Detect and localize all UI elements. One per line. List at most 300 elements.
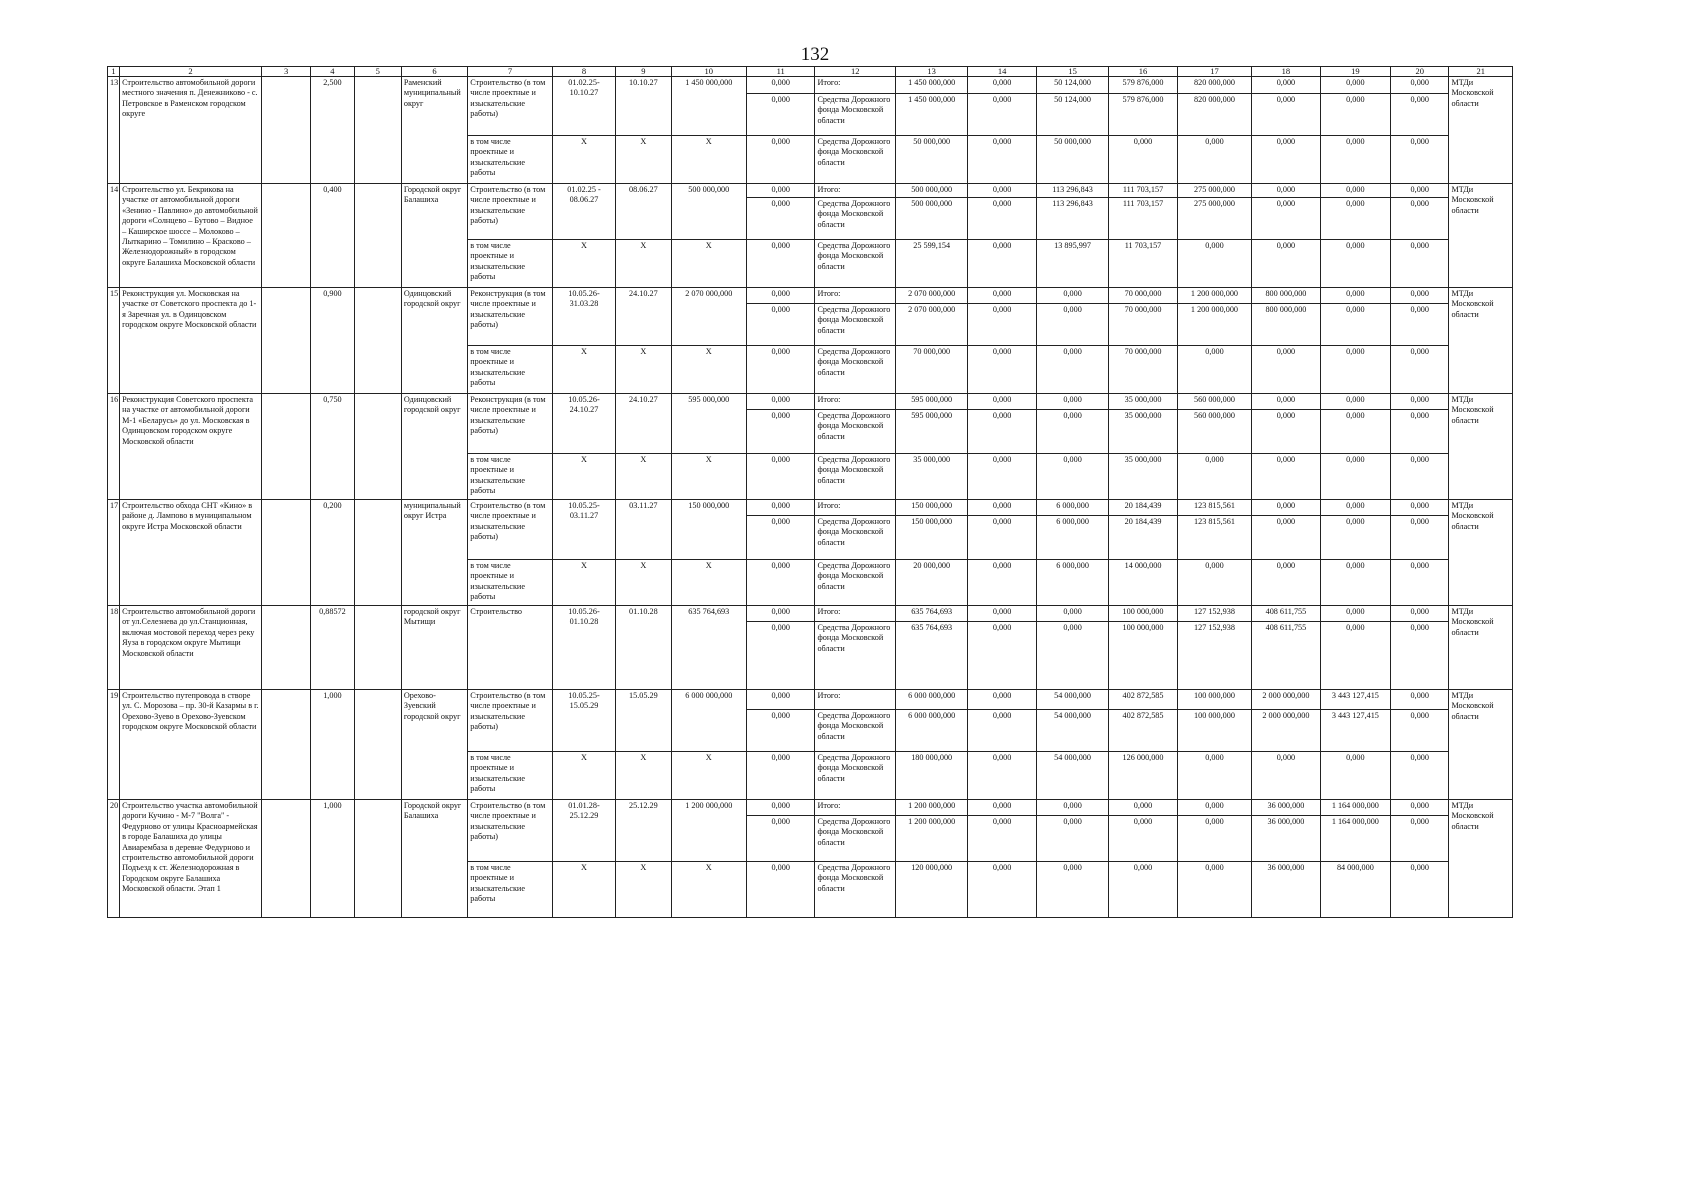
completion-date: 10.10.27 bbox=[616, 77, 671, 136]
funding-value: 123 815,561 bbox=[1177, 500, 1251, 516]
funding-value: 0,000 bbox=[1109, 136, 1177, 184]
funding-value: 0,000 bbox=[1391, 184, 1449, 198]
funding-value: 0,000 bbox=[1391, 622, 1449, 690]
funding-value: 0,000 bbox=[1391, 94, 1449, 136]
funding-value: 50 124,000 bbox=[1036, 77, 1108, 94]
funding-value: 1 164 000,000 bbox=[1320, 816, 1390, 862]
funding-value: 127 152,938 bbox=[1177, 606, 1251, 622]
table-row bbox=[108, 800, 1513, 816]
object-name: Строительство обхода СНТ «Кино» в районе д. Лампово в муниципальном округе Истра Московской области bbox=[120, 500, 262, 606]
x-mark: X bbox=[616, 752, 671, 800]
x-mark: X bbox=[552, 560, 615, 606]
funding-value: 402 872,585 bbox=[1109, 710, 1177, 752]
x-mark: X bbox=[616, 560, 671, 606]
funding-col11: 0,000 bbox=[747, 560, 815, 606]
column-number: 18 bbox=[1252, 67, 1320, 77]
funding-value: 11 703,157 bbox=[1109, 240, 1177, 288]
x-mark: X bbox=[671, 454, 746, 500]
x-mark: X bbox=[671, 752, 746, 800]
funding-source: Средства Дорожного фонда Московской области bbox=[815, 410, 896, 454]
funding-value: 0,000 bbox=[968, 77, 1036, 94]
length-km: 0,900 bbox=[311, 288, 354, 394]
funding-value: 0,000 bbox=[1320, 304, 1390, 346]
funding-source: Итого: bbox=[815, 690, 896, 710]
funding-value: 560 000,000 bbox=[1177, 410, 1251, 454]
length-km: 0,200 bbox=[311, 500, 354, 606]
x-mark: X bbox=[552, 752, 615, 800]
funding-source: Средства Дорожного фонда Московской области bbox=[815, 560, 896, 606]
funding-value: 35 000,000 bbox=[1109, 410, 1177, 454]
object-name: Строительство участка автомобильной дороги Кучино - М-7 "Волга" - Федурново от улицы Красноармейская в городе Балашиха до улицы Авиарембаза в деревне Федурново и строительство автомобильной дороги Подъезд к ст. Железнодорожная в Городском округе Балашиха Московской области. Этап 1 bbox=[120, 800, 262, 918]
cell-col5 bbox=[354, 184, 401, 288]
municipality: городской округ Мытищи bbox=[401, 606, 467, 690]
cell-col3 bbox=[261, 800, 310, 918]
x-mark: X bbox=[671, 240, 746, 288]
funding-value: 0,000 bbox=[1320, 560, 1390, 606]
funding-value: 0,000 bbox=[1391, 77, 1449, 94]
customer: МТДи Московской области bbox=[1449, 184, 1513, 288]
funding-source: Итого: bbox=[815, 394, 896, 410]
funding-col11: 0,000 bbox=[747, 346, 815, 394]
funding-value: 0,000 bbox=[1320, 410, 1390, 454]
funding-value: 0,000 bbox=[968, 394, 1036, 410]
work-dates: 10.05.26-01.10.28 bbox=[552, 606, 615, 690]
funding-source: Итого: bbox=[815, 800, 896, 816]
funding-col11: 0,000 bbox=[747, 136, 815, 184]
funding-value: 595 000,000 bbox=[895, 410, 967, 454]
funding-col11: 0,000 bbox=[747, 516, 815, 560]
funding-value: 0,000 bbox=[1391, 240, 1449, 288]
funding-value: 0,000 bbox=[1320, 500, 1390, 516]
funding-value: 0,000 bbox=[1252, 500, 1320, 516]
municipality: Раменский муниципальный округ bbox=[401, 77, 467, 184]
funding-value: 36 000,000 bbox=[1252, 862, 1320, 918]
table-row bbox=[108, 184, 1513, 198]
object-name: Реконструкция ул. Московская на участке от Советского проспекта до 1-я Заречная ул. в Одинцовском городском округе Московской области bbox=[120, 288, 262, 394]
funding-col11: 0,000 bbox=[747, 184, 815, 198]
funding-value: 123 815,561 bbox=[1177, 516, 1251, 560]
column-number: 5 bbox=[354, 67, 401, 77]
funding-value: 275 000,000 bbox=[1177, 184, 1251, 198]
funding-value: 113 296,843 bbox=[1036, 184, 1108, 198]
funding-value: 0,000 bbox=[1252, 560, 1320, 606]
funding-col11: 0,000 bbox=[747, 77, 815, 94]
estimated-cost: 6 000 000,000 bbox=[671, 690, 746, 752]
funding-value: 111 703,157 bbox=[1109, 184, 1177, 198]
funding-source: Средства Дорожного фонда Московской области bbox=[815, 622, 896, 690]
work-type: Строительство bbox=[468, 606, 553, 690]
column-number: 9 bbox=[616, 67, 671, 77]
funding-value: 3 443 127,415 bbox=[1320, 710, 1390, 752]
funding-value: 0,000 bbox=[968, 136, 1036, 184]
funding-value: 408 611,755 bbox=[1252, 622, 1320, 690]
x-mark: X bbox=[552, 454, 615, 500]
funding-value: 100 000,000 bbox=[1109, 622, 1177, 690]
funding-value: 0,000 bbox=[1320, 516, 1390, 560]
column-number: 7 bbox=[468, 67, 553, 77]
cell-col5 bbox=[354, 288, 401, 394]
funding-value: 635 764,693 bbox=[895, 606, 967, 622]
funding-value: 0,000 bbox=[1391, 560, 1449, 606]
funding-value: 100 000,000 bbox=[1109, 606, 1177, 622]
funding-value: 0,000 bbox=[1320, 198, 1390, 240]
funding-value: 1 200 000,000 bbox=[1177, 304, 1251, 346]
funding-value: 0,000 bbox=[1109, 816, 1177, 862]
funding-value: 0,000 bbox=[1320, 394, 1390, 410]
funding-value: 0,000 bbox=[1391, 710, 1449, 752]
column-number-row bbox=[108, 67, 1513, 77]
funding-value: 150 000,000 bbox=[895, 516, 967, 560]
funding-col11: 0,000 bbox=[747, 710, 815, 752]
funding-value: 579 876,000 bbox=[1109, 94, 1177, 136]
funding-value: 0,000 bbox=[968, 346, 1036, 394]
funding-value: 150 000,000 bbox=[895, 500, 967, 516]
funding-value: 0,000 bbox=[1252, 77, 1320, 94]
funding-value: 0,000 bbox=[1252, 410, 1320, 454]
funding-source: Средства Дорожного фонда Московской области bbox=[815, 198, 896, 240]
funding-source: Итого: bbox=[815, 184, 896, 198]
funding-source: Итого: bbox=[815, 606, 896, 622]
funding-value: 1 450 000,000 bbox=[895, 77, 967, 94]
estimated-cost: 1 200 000,000 bbox=[671, 800, 746, 862]
funding-value: 70 000,000 bbox=[1109, 304, 1177, 346]
funding-source: Средства Дорожного фонда Московской области bbox=[815, 94, 896, 136]
funding-value: 0,000 bbox=[1252, 198, 1320, 240]
funding-col11: 0,000 bbox=[747, 94, 815, 136]
cell-col3 bbox=[261, 77, 310, 184]
funding-value: 500 000,000 bbox=[895, 184, 967, 198]
funding-col11: 0,000 bbox=[747, 862, 815, 918]
column-number: 12 bbox=[815, 67, 896, 77]
funding-value: 127 152,938 bbox=[1177, 622, 1251, 690]
x-mark: X bbox=[616, 862, 671, 918]
funding-col11: 0,000 bbox=[747, 288, 815, 304]
funding-value: 6 000,000 bbox=[1036, 500, 1108, 516]
funding-value: 0,000 bbox=[1391, 500, 1449, 516]
funding-value: 0,000 bbox=[1320, 454, 1390, 500]
funding-value: 0,000 bbox=[1391, 198, 1449, 240]
x-mark: X bbox=[671, 136, 746, 184]
funding-value: 50 124,000 bbox=[1036, 94, 1108, 136]
column-number: 3 bbox=[261, 67, 310, 77]
funding-value: 800 000,000 bbox=[1252, 304, 1320, 346]
funding-value: 0,000 bbox=[1036, 454, 1108, 500]
funding-value: 0,000 bbox=[1320, 288, 1390, 304]
funding-value: 0,000 bbox=[968, 560, 1036, 606]
row-number: 19 bbox=[108, 690, 120, 800]
funding-value: 35 000,000 bbox=[1109, 394, 1177, 410]
funding-value: 0,000 bbox=[1391, 346, 1449, 394]
length-km: 0,750 bbox=[311, 394, 354, 500]
funding-col11: 0,000 bbox=[747, 454, 815, 500]
page-number: 132 bbox=[800, 44, 830, 65]
work-dates: 01.02.25 - 08.06.27 bbox=[552, 184, 615, 240]
funding-value: 0,000 bbox=[968, 752, 1036, 800]
funding-value: 0,000 bbox=[1391, 752, 1449, 800]
sub-work-type: в том числе проектные и изыскательские работы bbox=[468, 346, 553, 394]
funding-value: 0,000 bbox=[968, 198, 1036, 240]
cell-col5 bbox=[354, 690, 401, 800]
column-number: 4 bbox=[311, 67, 354, 77]
table-row bbox=[108, 77, 1513, 94]
sub-work-type: в том числе проектные и изыскательские работы bbox=[468, 136, 553, 184]
funding-value: 0,000 bbox=[1036, 800, 1108, 816]
funding-value: 0,000 bbox=[1320, 752, 1390, 800]
funding-value: 0,000 bbox=[1252, 752, 1320, 800]
x-mark: X bbox=[616, 346, 671, 394]
funding-col11: 0,000 bbox=[747, 606, 815, 622]
work-type: Строительство (в том числе проектные и изыскательские работы) bbox=[468, 184, 553, 240]
funding-value: 0,000 bbox=[968, 690, 1036, 710]
sub-work-type: в том числе проектные и изыскательские работы bbox=[468, 240, 553, 288]
funding-value: 275 000,000 bbox=[1177, 198, 1251, 240]
funding-value: 20 184,439 bbox=[1109, 500, 1177, 516]
funding-source: Средства Дорожного фонда Московской области bbox=[815, 240, 896, 288]
funding-value: 0,000 bbox=[968, 410, 1036, 454]
cell-col5 bbox=[354, 394, 401, 500]
funding-value: 0,000 bbox=[968, 516, 1036, 560]
completion-date: 03.11.27 bbox=[616, 500, 671, 560]
funding-value: 0,000 bbox=[1320, 184, 1390, 198]
completion-date: 24.10.27 bbox=[616, 394, 671, 454]
funding-value: 54 000,000 bbox=[1036, 752, 1108, 800]
column-number: 1 bbox=[108, 67, 120, 77]
x-mark: X bbox=[671, 862, 746, 918]
funding-value: 0,000 bbox=[968, 622, 1036, 690]
x-mark: X bbox=[671, 346, 746, 394]
funding-value: 0,000 bbox=[1036, 410, 1108, 454]
funding-source: Средства Дорожного фонда Московской области bbox=[815, 516, 896, 560]
sub-work-type: в том числе проектные и изыскательские работы bbox=[468, 560, 553, 606]
funding-value: 500 000,000 bbox=[895, 198, 967, 240]
funding-col11: 0,000 bbox=[747, 240, 815, 288]
funding-value: 113 296,843 bbox=[1036, 198, 1108, 240]
funding-value: 0,000 bbox=[1036, 816, 1108, 862]
funding-value: 0,000 bbox=[1036, 394, 1108, 410]
funding-value: 0,000 bbox=[1391, 410, 1449, 454]
estimated-cost: 635 764,693 bbox=[671, 606, 746, 690]
funding-value: 111 703,157 bbox=[1109, 198, 1177, 240]
funding-source: Средства Дорожного фонда Московской области bbox=[815, 752, 896, 800]
completion-date: 01.10.28 bbox=[616, 606, 671, 690]
x-mark: X bbox=[616, 136, 671, 184]
column-number: 16 bbox=[1109, 67, 1177, 77]
work-type: Строительство (в том числе проектные и изыскательские работы) bbox=[468, 690, 553, 752]
funding-value: 635 764,693 bbox=[895, 622, 967, 690]
funding-value: 0,000 bbox=[1177, 346, 1251, 394]
funding-value: 408 611,755 bbox=[1252, 606, 1320, 622]
work-dates: 10.05.26-31.03.28 bbox=[552, 288, 615, 346]
customer: МТДи Московской области bbox=[1449, 690, 1513, 800]
completion-date: 24.10.27 bbox=[616, 288, 671, 346]
column-number: 13 bbox=[895, 67, 967, 77]
funding-value: 3 443 127,415 bbox=[1320, 690, 1390, 710]
funding-value: 2 000 000,000 bbox=[1252, 690, 1320, 710]
funding-value: 6 000 000,000 bbox=[895, 690, 967, 710]
funding-value: 0,000 bbox=[1109, 800, 1177, 816]
customer: МТДи Московской области bbox=[1449, 77, 1513, 184]
object-name: Реконструкция Советского проспекта на участке от автомобильной дороги М-1 «Беларусь» до ул. Московская в Одинцовском городском округе Московской области bbox=[120, 394, 262, 500]
funding-value: 25 599,154 bbox=[895, 240, 967, 288]
estimated-cost: 2 070 000,000 bbox=[671, 288, 746, 346]
funding-value: 0,000 bbox=[1036, 346, 1108, 394]
funding-value: 0,000 bbox=[1252, 516, 1320, 560]
funding-source: Средства Дорожного фонда Московской области bbox=[815, 136, 896, 184]
cell-col3 bbox=[261, 500, 310, 606]
funding-col11: 0,000 bbox=[747, 622, 815, 690]
work-dates: 10.05.25-15.05.29 bbox=[552, 690, 615, 752]
funding-value: 0,000 bbox=[1177, 454, 1251, 500]
x-mark: X bbox=[671, 560, 746, 606]
customer: МТДи Московской области bbox=[1449, 288, 1513, 394]
row-number: 13 bbox=[108, 77, 120, 184]
funding-value: 560 000,000 bbox=[1177, 394, 1251, 410]
estimated-cost: 150 000,000 bbox=[671, 500, 746, 560]
funding-value: 0,000 bbox=[1320, 346, 1390, 394]
x-mark: X bbox=[552, 240, 615, 288]
funding-value: 0,000 bbox=[1391, 606, 1449, 622]
funding-value: 54 000,000 bbox=[1036, 690, 1108, 710]
work-type: Реконструкция (в том числе проектные и изыскательские работы) bbox=[468, 394, 553, 454]
object-name: Строительство ул. Бекрикова на участке от автомобильной дороги «Зенино - Павлино» до автомобильной дороги «Солнцево – Бутово – Видное – Каширское шоссе – Молоково – Лыткарино – Томилино – Красково – Железнодорожный» в городском округе Балашиха Московской области bbox=[120, 184, 262, 288]
object-name: Строительство автомобильной дороги от ул.Селезнева до ул.Станционная, включая мостовой переход через реку Яуза в городском округе Мытищи Московской области bbox=[120, 606, 262, 690]
funding-value: 0,000 bbox=[1036, 304, 1108, 346]
funding-value: 0,000 bbox=[968, 184, 1036, 198]
funding-value: 14 000,000 bbox=[1109, 560, 1177, 606]
completion-date: 25.12.29 bbox=[616, 800, 671, 862]
funding-value: 0,000 bbox=[1391, 304, 1449, 346]
length-km: 0,400 bbox=[311, 184, 354, 288]
funding-value: 2 070 000,000 bbox=[895, 304, 967, 346]
funding-value: 0,000 bbox=[1177, 752, 1251, 800]
funding-value: 0,000 bbox=[968, 710, 1036, 752]
funding-value: 36 000,000 bbox=[1252, 800, 1320, 816]
funding-value: 0,000 bbox=[1391, 800, 1449, 816]
funding-value: 0,000 bbox=[1109, 862, 1177, 918]
table-row bbox=[108, 690, 1513, 710]
estimated-cost: 500 000,000 bbox=[671, 184, 746, 240]
cell-col3 bbox=[261, 690, 310, 800]
funding-value: 20 184,439 bbox=[1109, 516, 1177, 560]
column-number: 14 bbox=[968, 67, 1036, 77]
completion-date: 08.06.27 bbox=[616, 184, 671, 240]
column-number: 10 bbox=[671, 67, 746, 77]
funding-col11: 0,000 bbox=[747, 304, 815, 346]
work-dates: 01.02.25-10.10.27 bbox=[552, 77, 615, 136]
funding-source: Средства Дорожного фонда Московской области bbox=[815, 816, 896, 862]
sub-work-type: в том числе проектные и изыскательские работы bbox=[468, 862, 553, 918]
funding-value: 0,000 bbox=[968, 800, 1036, 816]
funding-value: 0,000 bbox=[1391, 516, 1449, 560]
cell-col5 bbox=[354, 800, 401, 918]
funding-source: Средства Дорожного фонда Московской области bbox=[815, 862, 896, 918]
funding-value: 13 895,997 bbox=[1036, 240, 1108, 288]
funding-value: 0,000 bbox=[1036, 606, 1108, 622]
funding-source: Итого: bbox=[815, 77, 896, 94]
funding-value: 100 000,000 bbox=[1177, 690, 1251, 710]
funding-value: 0,000 bbox=[1177, 136, 1251, 184]
column-number: 19 bbox=[1320, 67, 1390, 77]
funding-value: 0,000 bbox=[1252, 394, 1320, 410]
object-name: Строительство путепровода в створе ул. С. Морозова – пр. 30-й Казармы в г. Орехово-Зуево в Орехово-Зуевском городском округе Московской области bbox=[120, 690, 262, 800]
funding-value: 0,000 bbox=[968, 304, 1036, 346]
row-number: 18 bbox=[108, 606, 120, 690]
funding-source: Итого: bbox=[815, 500, 896, 516]
sub-work-type: в том числе проектные и изыскательские работы bbox=[468, 454, 553, 500]
funding-value: 0,000 bbox=[1320, 606, 1390, 622]
funding-value: 0,000 bbox=[1391, 136, 1449, 184]
funding-col11: 0,000 bbox=[747, 198, 815, 240]
work-type: Строительство (в том числе проектные и изыскательские работы) bbox=[468, 800, 553, 862]
funding-value: 0,000 bbox=[1391, 862, 1449, 918]
cell-col5 bbox=[354, 606, 401, 690]
work-dates: 10.05.25-03.11.27 bbox=[552, 500, 615, 560]
investment-table bbox=[107, 66, 1513, 918]
estimated-cost: 595 000,000 bbox=[671, 394, 746, 454]
column-number: 6 bbox=[401, 67, 467, 77]
cell-col3 bbox=[261, 394, 310, 500]
funding-value: 6 000,000 bbox=[1036, 560, 1108, 606]
funding-value: 126 000,000 bbox=[1109, 752, 1177, 800]
funding-value: 0,000 bbox=[968, 816, 1036, 862]
funding-value: 35 000,000 bbox=[895, 454, 967, 500]
funding-value: 579 876,000 bbox=[1109, 77, 1177, 94]
funding-value: 6 000 000,000 bbox=[895, 710, 967, 752]
funding-value: 0,000 bbox=[1252, 94, 1320, 136]
funding-value: 35 000,000 bbox=[1109, 454, 1177, 500]
work-type: Реконструкция (в том числе проектные и изыскательские работы) bbox=[468, 288, 553, 346]
funding-value: 120 000,000 bbox=[895, 862, 967, 918]
funding-col11: 0,000 bbox=[747, 800, 815, 816]
x-mark: X bbox=[552, 136, 615, 184]
funding-value: 50 000,000 bbox=[1036, 136, 1108, 184]
table-row bbox=[108, 500, 1513, 516]
funding-value: 0,000 bbox=[1391, 816, 1449, 862]
funding-col11: 0,000 bbox=[747, 500, 815, 516]
funding-value: 0,000 bbox=[1320, 622, 1390, 690]
cell-col3 bbox=[261, 606, 310, 690]
funding-source: Итого: bbox=[815, 288, 896, 304]
municipality: Городской округ Балашиха bbox=[401, 184, 467, 288]
funding-value: 0,000 bbox=[968, 94, 1036, 136]
funding-value: 0,000 bbox=[1320, 240, 1390, 288]
funding-value: 1 200 000,000 bbox=[895, 800, 967, 816]
row-number: 14 bbox=[108, 184, 120, 288]
funding-value: 0,000 bbox=[968, 240, 1036, 288]
funding-value: 0,000 bbox=[1177, 800, 1251, 816]
column-number: 8 bbox=[552, 67, 615, 77]
funding-value: 84 000,000 bbox=[1320, 862, 1390, 918]
customer: МТДи Московской области bbox=[1449, 500, 1513, 606]
funding-value: 70 000,000 bbox=[1109, 346, 1177, 394]
funding-value: 0,000 bbox=[1036, 862, 1108, 918]
funding-value: 180 000,000 bbox=[895, 752, 967, 800]
municipality: Городской округ Балашиха bbox=[401, 800, 467, 918]
funding-value: 0,000 bbox=[1320, 136, 1390, 184]
funding-value: 0,000 bbox=[968, 454, 1036, 500]
length-km: 1,000 bbox=[311, 690, 354, 800]
object-name: Строительство автомобильной дороги местного значения п. Денежниково - с. Петровское в Раменском городском округе bbox=[120, 77, 262, 184]
funding-value: 0,000 bbox=[1391, 288, 1449, 304]
funding-value: 0,000 bbox=[1177, 816, 1251, 862]
customer: МТДи Московской области bbox=[1449, 606, 1513, 690]
table-row bbox=[108, 606, 1513, 622]
funding-value: 100 000,000 bbox=[1177, 710, 1251, 752]
length-km: 0,88572 bbox=[311, 606, 354, 690]
funding-value: 0,000 bbox=[968, 288, 1036, 304]
cell-col5 bbox=[354, 500, 401, 606]
municipality: Орехово-Зуевский городской округ bbox=[401, 690, 467, 800]
